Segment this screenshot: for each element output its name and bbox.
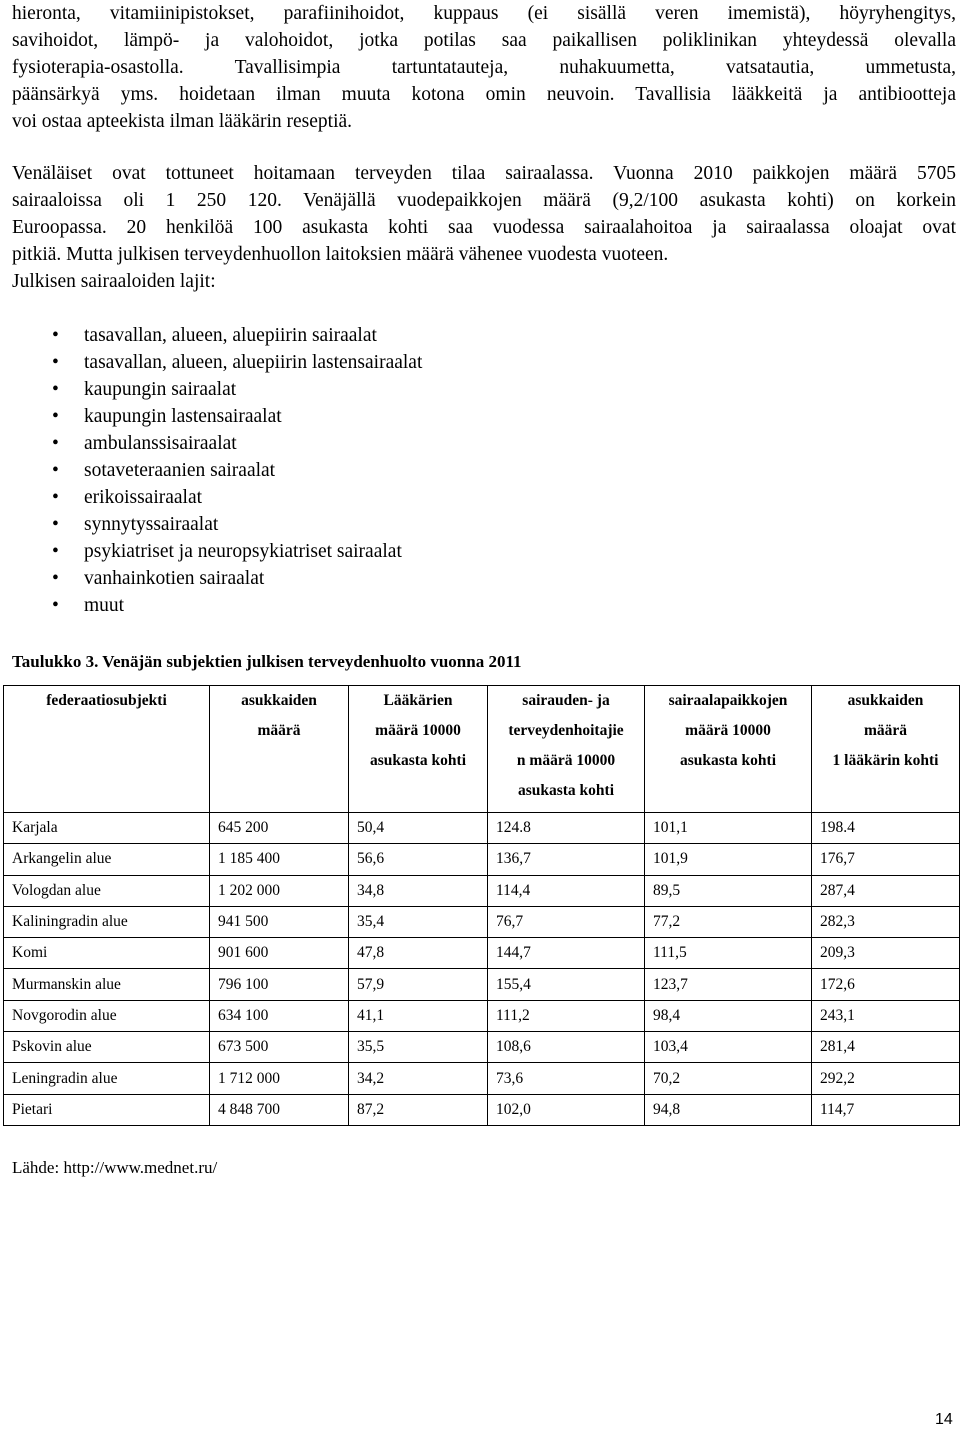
region-cell: Leningradin alue	[4, 1063, 210, 1094]
value-cell: 101,9	[645, 844, 812, 875]
page-number: 14	[935, 1411, 953, 1428]
list-item	[0, 349, 422, 376]
column-header-line: määrä	[863, 722, 908, 739]
list-item-label: sotaveteraanien sairaalat	[84, 460, 276, 481]
value-cell: 1 185 400	[210, 844, 349, 875]
value-cell: 70,2	[645, 1063, 812, 1094]
list-item	[0, 376, 422, 403]
column-header-line: määrä	[257, 722, 301, 739]
column-header-line: 1 lääkärin kohti	[832, 752, 939, 769]
value-cell: 209,3	[812, 938, 960, 969]
table-row	[4, 1094, 960, 1125]
value-cell: 50,4	[349, 813, 488, 844]
paragraph-line: päänsärkyä yms. hoidetaan ilman muuta kotona omin neuvoin. Tavallisia lääkkeitä ja antibiootteja	[12, 84, 956, 105]
value-cell: 103,4	[645, 1032, 812, 1063]
column-header-line: asukkaiden	[241, 692, 317, 709]
bullet-icon: •	[52, 406, 59, 427]
value-cell: 1 712 000	[210, 1063, 349, 1094]
region-cell: Murmanskin alue	[4, 969, 210, 1000]
list-item	[0, 484, 422, 511]
value-cell: 94,8	[645, 1094, 812, 1125]
table-row	[4, 813, 960, 844]
value-cell: 124.8	[488, 813, 645, 844]
table-header-row	[4, 686, 960, 813]
column-header-line: asukasta kohti	[679, 752, 777, 769]
value-cell: 56,6	[349, 844, 488, 875]
bullet-icon: •	[52, 487, 59, 508]
list-item-label: tasavallan, alueen, aluepiirin sairaalat	[84, 325, 377, 346]
value-cell: 901 600	[210, 938, 349, 969]
region-cell: Pietari	[4, 1094, 210, 1125]
value-cell: 98,4	[645, 1000, 812, 1031]
table-row	[4, 844, 960, 875]
bullet-icon: •	[52, 460, 59, 481]
value-cell: 176,7	[812, 844, 960, 875]
value-cell: 101,1	[645, 813, 812, 844]
list-item-label: muut	[84, 595, 125, 616]
list-item-label: kaupungin sairaalat	[84, 379, 237, 400]
list-item	[0, 511, 422, 538]
paragraph-line: pitkiä. Mutta julkisen terveydenhuollon laitoksien määrä vähenee vuodesta vuoteen.	[12, 244, 669, 265]
value-cell: 136,7	[488, 844, 645, 875]
value-cell: 645 200	[210, 813, 349, 844]
bullet-icon: •	[52, 514, 59, 535]
paragraph-line: sairaaloissa oli 1 250 120. Venäjällä vuodepaikkojen määrä (9,2/100 asukasta kohti) on korkein	[12, 190, 956, 211]
table-caption: Taulukko 3. Venäjän subjektien julkisen terveydenhuolto vuonna 2011	[12, 652, 522, 671]
list-item	[0, 403, 422, 430]
value-cell: 34,2	[349, 1063, 488, 1094]
region-cell: Kaliningradin alue	[4, 906, 210, 937]
value-cell: 102,0	[488, 1094, 645, 1125]
health-care-table	[3, 685, 960, 1126]
column-header	[349, 686, 488, 813]
region-cell: Karjala	[4, 813, 210, 844]
value-cell: 114,7	[812, 1094, 960, 1125]
paragraph-treatments	[12, 0, 956, 135]
value-cell: 87,2	[349, 1094, 488, 1125]
region-cell: Vologdan alue	[4, 875, 210, 906]
column-header	[645, 686, 812, 813]
value-cell: 796 100	[210, 969, 349, 1000]
table-row	[4, 906, 960, 937]
table-row	[4, 1032, 960, 1063]
value-cell: 172,6	[812, 969, 960, 1000]
paragraph-line: Venäläiset ovat tottuneet hoitamaan terveyden tilaa sairaalassa. Vuonna 2010 paikkojen määrä 5705	[12, 163, 956, 184]
value-cell: 47,8	[349, 938, 488, 969]
list-item	[0, 592, 422, 619]
table-body	[4, 813, 960, 1126]
list-item	[0, 565, 422, 592]
value-cell: 35,4	[349, 906, 488, 937]
column-header	[812, 686, 960, 813]
column-header-line: sairaalapaikkojen	[668, 692, 788, 709]
value-cell: 89,5	[645, 875, 812, 906]
column-header-line: asukkaiden	[847, 692, 924, 709]
value-cell: 673 500	[210, 1032, 349, 1063]
value-cell: 941 500	[210, 906, 349, 937]
value-cell: 57,9	[349, 969, 488, 1000]
table-row	[4, 1063, 960, 1094]
column-header-line: Lääkärien	[383, 692, 453, 709]
value-cell: 287,4	[812, 875, 960, 906]
bullet-icon: •	[52, 379, 59, 400]
list-item-label: tasavallan, alueen, aluepiirin lastensairaalat	[84, 352, 423, 373]
region-cell: Pskovin alue	[4, 1032, 210, 1063]
column-header-line: sairauden- ja	[522, 692, 610, 709]
value-cell: 292,2	[812, 1063, 960, 1094]
table-row	[4, 969, 960, 1000]
region-cell: Arkangelin alue	[4, 844, 210, 875]
table-row	[4, 1000, 960, 1031]
bullet-icon: •	[52, 433, 59, 454]
value-cell: 155,4	[488, 969, 645, 1000]
table-row	[4, 938, 960, 969]
column-header-line: terveydenhoitajie	[508, 722, 624, 739]
column-header	[210, 686, 349, 813]
column-header-line: määrä 10000	[685, 722, 771, 739]
column-header-line: asukasta kohti	[369, 752, 467, 769]
list-item	[0, 322, 422, 349]
list-item	[0, 457, 422, 484]
value-cell: 198.4	[812, 813, 960, 844]
value-cell: 35,5	[349, 1032, 488, 1063]
bullet-icon: •	[52, 352, 59, 373]
paragraph-hospital-stats	[12, 160, 956, 268]
list-item-label: erikoissairaalat	[84, 487, 203, 508]
list-item-label: synnytyssairaalat	[84, 514, 219, 535]
list-title: Julkisen sairaaloiden lajit:	[12, 271, 216, 292]
list-item-label: vanhainkotien sairaalat	[84, 568, 265, 589]
value-cell: 281,4	[812, 1032, 960, 1063]
paragraph-line: hieronta, vitamiinipistokset, parafiinihoidot, kuppaus (ei sisällä veren imemistä), höyryhengitys,	[12, 3, 956, 24]
list-item-label: kaupungin lastensairaalat	[84, 406, 282, 427]
value-cell: 77,2	[645, 906, 812, 937]
bullet-icon: •	[52, 541, 59, 562]
value-cell: 243,1	[812, 1000, 960, 1031]
paragraph-line: savihoidot, lämpö- ja valohoidot, jotka potilas saa paikallisen poliklinikan yhteydessä olevalla	[12, 30, 956, 51]
bullet-icon: •	[52, 595, 59, 616]
paragraph-line: voi ostaa apteekista ilman lääkärin reseptiä.	[12, 111, 353, 132]
value-cell: 41,1	[349, 1000, 488, 1031]
list-item-label: ambulanssisairaalat	[84, 433, 237, 454]
bullet-icon: •	[52, 325, 59, 346]
value-cell: 111,2	[488, 1000, 645, 1031]
list-item-label: psykiatriset ja neuropsykiatriset sairaalat	[84, 541, 402, 562]
column-header-line: federaatiosubjekti	[46, 692, 167, 709]
list-item	[0, 538, 422, 565]
column-header-line: määrä 10000	[375, 722, 461, 739]
source-note: Lähde: http://www.mednet.ru/	[12, 1158, 218, 1177]
column-header-line: n määrä 10000	[516, 752, 616, 769]
value-cell: 114,4	[488, 875, 645, 906]
paragraph-line: Euroopassa. 20 henkilöä 100 asukasta kohti saa vuodessa sairaalahoitoa ja sairaalassa oloajat ovat	[12, 217, 956, 238]
region-cell: Komi	[4, 938, 210, 969]
value-cell: 123,7	[645, 969, 812, 1000]
paragraph-line: fysioterapia-osastolla. Tavallisimpia tartuntatauteja, nuhakuumetta, vatsatautia, ummetusta,	[12, 57, 956, 78]
column-header	[488, 686, 645, 813]
bullet-icon: •	[52, 568, 59, 589]
region-cell: Novgorodin alue	[4, 1000, 210, 1031]
value-cell: 76,7	[488, 906, 645, 937]
hospital-types-list	[0, 322, 422, 619]
value-cell: 34,8	[349, 875, 488, 906]
value-cell: 4 848 700	[210, 1094, 349, 1125]
value-cell: 144,7	[488, 938, 645, 969]
value-cell: 634 100	[210, 1000, 349, 1031]
column-header	[4, 686, 210, 813]
value-cell: 108,6	[488, 1032, 645, 1063]
value-cell: 73,6	[488, 1063, 645, 1094]
value-cell: 111,5	[645, 938, 812, 969]
value-cell: 1 202 000	[210, 875, 349, 906]
list-item	[0, 430, 422, 457]
column-header-line: asukasta kohti	[517, 782, 615, 799]
table-row	[4, 875, 960, 906]
value-cell: 282,3	[812, 906, 960, 937]
